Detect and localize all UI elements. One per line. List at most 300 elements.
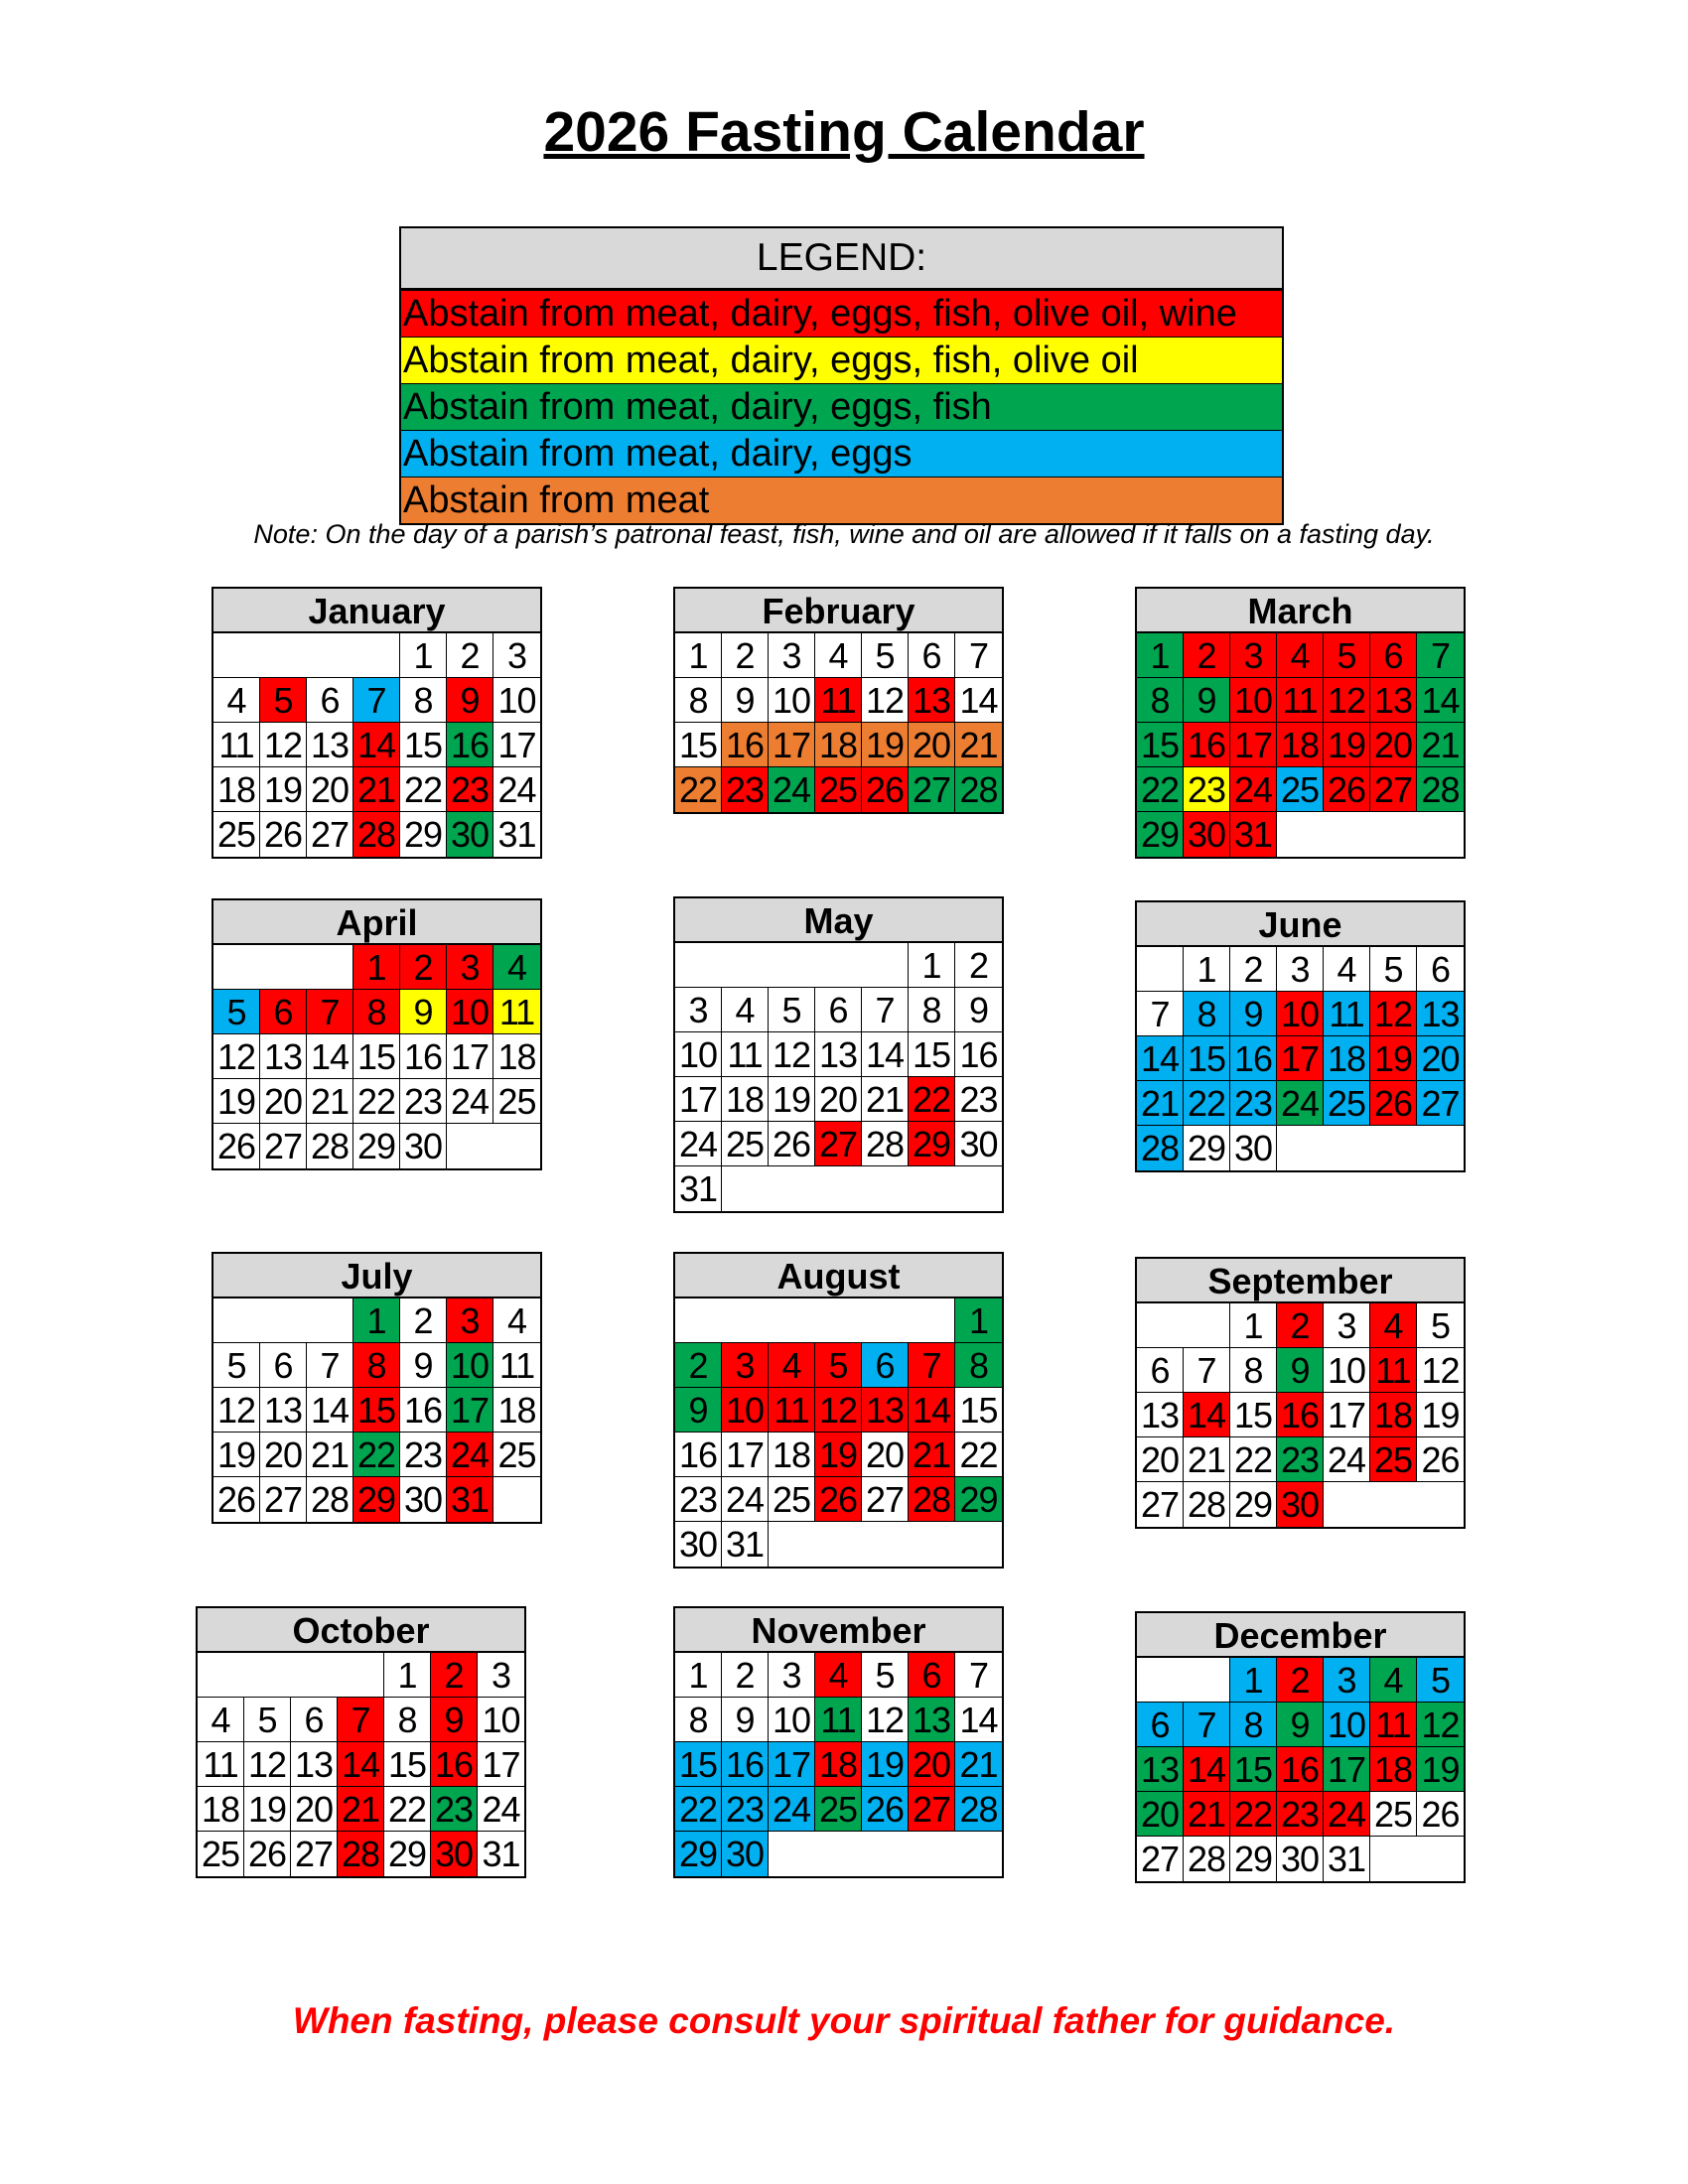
day-cell: 21 <box>353 767 400 812</box>
month-title: October <box>198 1608 524 1653</box>
day-cell: 2 <box>1277 1303 1324 1348</box>
empty-cell <box>307 633 353 678</box>
day-cell: 23 <box>1277 1437 1324 1482</box>
empty-cell <box>1277 1126 1324 1170</box>
day-cell: 31 <box>722 1522 769 1567</box>
empty-cell <box>862 943 909 988</box>
empty-cell <box>815 1298 862 1343</box>
empty-cell <box>353 633 400 678</box>
day-cell: 1 <box>1137 633 1184 678</box>
day-cell: 9 <box>400 990 447 1034</box>
empty-cell <box>213 633 260 678</box>
day-cell: 16 <box>955 1032 1002 1077</box>
day-cell: 19 <box>1417 1747 1464 1792</box>
month-title: September <box>1137 1259 1464 1303</box>
day-cell: 30 <box>431 1832 478 1876</box>
day-cell: 29 <box>353 1124 400 1168</box>
day-cell: 3 <box>1230 633 1277 678</box>
day-cell: 29 <box>909 1122 955 1166</box>
day-cell: 15 <box>1184 1036 1230 1081</box>
day-cell: 12 <box>1324 678 1370 723</box>
month-april <box>211 898 542 1170</box>
day-cell: 20 <box>1370 723 1417 767</box>
day-cell: 4 <box>815 633 862 678</box>
day-cell: 2 <box>1277 1658 1324 1703</box>
empty-cell <box>1137 947 1184 992</box>
day-cell: 20 <box>291 1787 338 1832</box>
legend-heading: LEGEND: <box>401 228 1282 290</box>
day-cell: 18 <box>1324 1036 1370 1081</box>
empty-cell <box>955 1522 1002 1567</box>
day-cell: 27 <box>1370 767 1417 812</box>
empty-cell <box>1324 1482 1370 1527</box>
day-cell: 19 <box>260 767 307 812</box>
day-cell: 1 <box>1230 1303 1277 1348</box>
day-cell: 27 <box>1417 1081 1464 1126</box>
day-cell: 10 <box>769 678 815 723</box>
month-august <box>673 1252 1004 1569</box>
day-cell: 19 <box>862 723 909 767</box>
day-cell: 4 <box>815 1653 862 1698</box>
day-cell: 21 <box>955 1742 1002 1787</box>
empty-cell <box>1277 812 1324 857</box>
legend-item-yellow: Abstain from meat, dairy, eggs, fish, olive oil <box>401 337 1282 383</box>
empty-cell <box>862 1832 909 1876</box>
day-cell: 24 <box>1230 767 1277 812</box>
day-cell: 1 <box>955 1298 1002 1343</box>
day-cell: 31 <box>1230 812 1277 857</box>
day-cell: 29 <box>1137 812 1184 857</box>
month-grid <box>213 633 540 857</box>
day-cell: 7 <box>909 1343 955 1388</box>
day-cell: 24 <box>1324 1437 1370 1482</box>
day-cell: 3 <box>493 633 540 678</box>
month-grid <box>675 1298 1002 1567</box>
day-cell: 25 <box>198 1832 244 1876</box>
empty-cell <box>1324 812 1370 857</box>
day-cell: 5 <box>862 1653 909 1698</box>
day-cell: 4 <box>769 1343 815 1388</box>
day-cell: 13 <box>909 1698 955 1742</box>
month-title: June <box>1137 902 1464 947</box>
empty-cell <box>1137 1303 1184 1348</box>
day-cell: 10 <box>1230 678 1277 723</box>
day-cell: 14 <box>353 723 400 767</box>
day-cell: 28 <box>338 1832 384 1876</box>
legend-item-red: Abstain from meat, dairy, eggs, fish, olive oil, wine <box>401 290 1282 337</box>
empty-cell <box>493 1124 540 1168</box>
day-cell: 25 <box>1370 1792 1417 1837</box>
day-cell: 5 <box>769 988 815 1032</box>
day-cell: 12 <box>1417 1703 1464 1747</box>
day-cell: 30 <box>1277 1837 1324 1881</box>
day-cell: 15 <box>1137 723 1184 767</box>
day-cell: 4 <box>213 678 260 723</box>
day-cell: 14 <box>909 1388 955 1433</box>
empty-cell <box>213 945 260 990</box>
day-cell: 24 <box>722 1477 769 1522</box>
month-grid <box>1137 1303 1464 1527</box>
month-october <box>196 1606 526 1878</box>
day-cell: 12 <box>769 1032 815 1077</box>
day-cell: 27 <box>909 767 955 812</box>
day-cell: 8 <box>353 990 400 1034</box>
day-cell: 15 <box>353 1388 400 1433</box>
day-cell: 5 <box>244 1698 291 1742</box>
day-cell: 4 <box>493 1298 540 1343</box>
day-cell: 6 <box>909 633 955 678</box>
day-cell: 19 <box>1370 1036 1417 1081</box>
day-cell: 13 <box>1137 1747 1184 1792</box>
day-cell: 18 <box>815 1742 862 1787</box>
day-cell: 1 <box>384 1653 431 1698</box>
day-cell: 13 <box>862 1388 909 1433</box>
day-cell: 1 <box>353 945 400 990</box>
month-july <box>211 1252 542 1524</box>
day-cell: 21 <box>862 1077 909 1122</box>
day-cell: 22 <box>1137 767 1184 812</box>
month-december <box>1135 1611 1466 1883</box>
day-cell: 28 <box>1137 1126 1184 1170</box>
day-cell: 13 <box>1417 992 1464 1036</box>
day-cell: 28 <box>862 1122 909 1166</box>
day-cell: 8 <box>909 988 955 1032</box>
day-cell: 19 <box>244 1787 291 1832</box>
empty-cell <box>1417 1837 1464 1881</box>
day-cell: 25 <box>722 1122 769 1166</box>
day-cell: 25 <box>493 1079 540 1124</box>
day-cell: 10 <box>1324 1348 1370 1393</box>
day-cell: 31 <box>482 1834 520 1874</box>
day-cell: 26 <box>260 812 307 857</box>
day-cell: 28 <box>1184 1482 1230 1527</box>
day-cell: 13 <box>260 1388 307 1433</box>
day-cell: 25 <box>815 1787 862 1832</box>
day-cell: 11 <box>1277 678 1324 723</box>
empty-cell <box>862 1298 909 1343</box>
day-cell: 18 <box>493 1388 540 1433</box>
empty-cell <box>862 1522 909 1567</box>
empty-cell <box>1417 1126 1464 1170</box>
day-cell: 20 <box>307 767 353 812</box>
day-cell: 22 <box>353 1433 400 1477</box>
day-cell: 27 <box>291 1832 338 1876</box>
day-cell: 10 <box>447 990 493 1034</box>
day-cell: 26 <box>862 767 909 812</box>
day-cell: 20 <box>909 723 955 767</box>
day-cell: 28 <box>1184 1837 1230 1881</box>
day-cell: 30 <box>400 1124 447 1168</box>
day-cell: 2 <box>722 633 769 678</box>
day-cell: 11 <box>493 990 540 1034</box>
day-cell: 9 <box>400 1343 447 1388</box>
day-cell: 21 <box>338 1787 384 1832</box>
day-cell: 6 <box>815 988 862 1032</box>
day-cell: 1 <box>675 1653 722 1698</box>
day-cell: 3 <box>675 988 722 1032</box>
month-grid <box>213 945 540 1168</box>
day-cell: 26 <box>1324 767 1370 812</box>
day-cell: 7 <box>955 1653 1002 1698</box>
day-cell: 18 <box>1277 723 1324 767</box>
day-cell: 4 <box>493 945 540 990</box>
day-cell: 29 <box>1230 1837 1277 1881</box>
day-cell: 23 <box>1230 1081 1277 1126</box>
day-cell: 6 <box>260 990 307 1034</box>
day-cell: 22 <box>909 1077 955 1122</box>
day-cell: 9 <box>675 1388 722 1433</box>
day-cell: 16 <box>1277 1393 1324 1437</box>
day-cell: 27 <box>1137 1837 1184 1881</box>
day-cell: 17 <box>1324 1747 1370 1792</box>
day-cell: 19 <box>815 1433 862 1477</box>
day-cell: 3 <box>1324 1303 1370 1348</box>
day-cell: 19 <box>213 1433 260 1477</box>
day-cell: 12 <box>213 1388 260 1433</box>
empty-cell <box>338 1653 384 1698</box>
month-may <box>673 896 1004 1213</box>
day-cell: 21 <box>1184 1792 1230 1837</box>
day-cell: 4 <box>198 1698 244 1742</box>
day-cell: 14 <box>307 1034 353 1079</box>
day-cell: 3 <box>1277 947 1324 992</box>
legend-item-blue: Abstain from meat, dairy, eggs <box>401 430 1282 477</box>
day-cell: 24 <box>769 1787 815 1832</box>
empty-cell <box>815 1166 862 1211</box>
day-cell: 23 <box>722 767 769 812</box>
day-cell: 30 <box>400 1477 447 1522</box>
day-cell: 27 <box>260 1124 307 1168</box>
empty-cell <box>769 1166 815 1211</box>
day-cell: 24 <box>1324 1792 1370 1837</box>
day-cell: 16 <box>1277 1747 1324 1792</box>
day-cell: 27 <box>1137 1482 1184 1527</box>
day-cell: 14 <box>1184 1747 1230 1792</box>
day-cell: 10 <box>675 1032 722 1077</box>
day-cell: 24 <box>1277 1081 1324 1126</box>
day-cell: 12 <box>244 1742 291 1787</box>
empty-cell <box>1137 1658 1184 1703</box>
day-cell: 18 <box>1370 1747 1417 1792</box>
day-cell: 6 <box>862 1343 909 1388</box>
day-cell: 12 <box>260 723 307 767</box>
day-cell: 3 <box>769 1653 815 1698</box>
day-cell: 9 <box>1230 992 1277 1036</box>
month-february <box>673 587 1004 814</box>
day-cell: 22 <box>353 1079 400 1124</box>
day-cell: 17 <box>675 1077 722 1122</box>
day-cell: 20 <box>815 1077 862 1122</box>
day-cell: 30 <box>1184 812 1230 857</box>
empty-cell <box>722 1298 769 1343</box>
day-cell: 2 <box>1230 947 1277 992</box>
day-cell: 7 <box>353 678 400 723</box>
empty-cell <box>1417 812 1464 857</box>
legend <box>399 226 1284 525</box>
empty-cell <box>1324 1126 1370 1170</box>
patronal-feast-note: Note: On the day of a parish’s patronal feast, fish, wine and oil are allowed if it falls on a fasting day. <box>253 519 1435 549</box>
day-cell: 5 <box>1324 633 1370 678</box>
day-cell: 20 <box>862 1433 909 1477</box>
day-cell: 8 <box>353 1343 400 1388</box>
day-cell: 17 <box>722 1433 769 1477</box>
day-cell: 21 <box>909 1433 955 1477</box>
empty-cell <box>493 1477 540 1522</box>
day-cell: 20 <box>1137 1792 1184 1837</box>
day-cell: 18 <box>198 1787 244 1832</box>
day-cell: 3 <box>1324 1658 1370 1703</box>
day-cell: 11 <box>1370 1703 1417 1747</box>
empty-cell <box>1370 1837 1417 1881</box>
day-cell: 3 <box>447 1298 493 1343</box>
day-cell: 27 <box>909 1787 955 1832</box>
day-cell: 4 <box>1324 947 1370 992</box>
day-cell: 10 <box>447 1343 493 1388</box>
day-cell: 10 <box>493 678 540 723</box>
month-title: July <box>213 1254 540 1298</box>
empty-cell <box>722 1166 769 1211</box>
legend-item-orange: Abstain from meat <box>401 477 1282 523</box>
day-cell: 30 <box>1230 1126 1277 1170</box>
day-cell: 28 <box>353 812 400 857</box>
day-cell: 25 <box>1370 1437 1417 1482</box>
day-cell: 18 <box>815 723 862 767</box>
day-cell: 2 <box>400 1298 447 1343</box>
day-cell: 29 <box>1230 1482 1277 1527</box>
day-cell: 23 <box>400 1433 447 1477</box>
day-cell: 15 <box>384 1742 431 1787</box>
month-grid <box>675 633 1002 812</box>
month-grid <box>675 943 1002 1211</box>
day-cell: 24 <box>675 1122 722 1166</box>
day-cell: 14 <box>862 1032 909 1077</box>
month-title: March <box>1137 589 1464 633</box>
day-cell: 30 <box>955 1122 1002 1166</box>
day-cell: 10 <box>769 1698 815 1742</box>
month-grid <box>198 1653 524 1876</box>
day-cell: 5 <box>862 633 909 678</box>
day-cell: 14 <box>1184 1393 1230 1437</box>
day-cell: 6 <box>1370 633 1417 678</box>
month-title: May <box>675 898 1002 943</box>
day-cell: 30 <box>447 812 493 857</box>
day-cell: 15 <box>675 723 722 767</box>
day-cell: 16 <box>722 723 769 767</box>
day-cell: 16 <box>400 1388 447 1433</box>
day-cell: 8 <box>400 678 447 723</box>
day-cell: 16 <box>400 1034 447 1079</box>
day-cell: 21 <box>955 723 1002 767</box>
day-cell: 5 <box>1417 1658 1464 1703</box>
day-cell: 20 <box>1137 1437 1184 1482</box>
day-cell: 19 <box>769 1077 815 1122</box>
empty-cell <box>307 945 353 990</box>
day-cell: 25 <box>213 812 260 857</box>
day-cell: 6 <box>260 1343 307 1388</box>
day-cell: 15 <box>909 1032 955 1077</box>
day-cell: 28 <box>955 767 1002 812</box>
day-cell: 12 <box>1417 1348 1464 1393</box>
day-cell: 31 <box>447 1477 493 1522</box>
day-cell: 28 <box>909 1477 955 1522</box>
day-cell: 29 <box>675 1832 722 1876</box>
day-cell: 8 <box>955 1343 1002 1388</box>
day-cell: 23 <box>400 1079 447 1124</box>
empty-cell <box>1370 812 1417 857</box>
day-cell: 9 <box>722 678 769 723</box>
day-cell: 3 <box>447 945 493 990</box>
empty-cell <box>1370 1126 1417 1170</box>
day-cell: 5 <box>260 678 307 723</box>
day-cell: 14 <box>307 1388 353 1433</box>
day-cell: 21 <box>307 1079 353 1124</box>
empty-cell <box>769 1832 815 1876</box>
empty-cell <box>722 943 769 988</box>
day-cell: 16 <box>447 723 493 767</box>
day-cell: 12 <box>1370 992 1417 1036</box>
empty-cell <box>955 1166 1002 1211</box>
day-cell: 29 <box>400 812 447 857</box>
day-cell: 11 <box>213 723 260 767</box>
month-june <box>1135 900 1466 1172</box>
day-cell: 6 <box>1137 1348 1184 1393</box>
empty-cell <box>244 1653 291 1698</box>
day-cell: 21 <box>307 1433 353 1477</box>
empty-cell <box>198 1653 244 1698</box>
day-cell: 10 <box>722 1388 769 1433</box>
day-cell: 22 <box>675 1787 722 1832</box>
day-cell: 6 <box>909 1653 955 1698</box>
empty-cell <box>675 943 722 988</box>
day-cell: 19 <box>1324 723 1370 767</box>
month-march <box>1135 587 1466 859</box>
month-title: December <box>1137 1613 1464 1658</box>
day-cell: 4 <box>722 988 769 1032</box>
empty-cell <box>260 1298 307 1343</box>
day-cell: 12 <box>862 678 909 723</box>
day-cell: 10 <box>1277 992 1324 1036</box>
day-cell: 17 <box>447 1034 493 1079</box>
day-cell: 11 <box>722 1032 769 1077</box>
day-cell: 1 <box>675 633 722 678</box>
empty-cell <box>213 1298 260 1343</box>
day-cell: 30 <box>1277 1482 1324 1527</box>
day-cell: 11 <box>198 1742 244 1787</box>
empty-cell <box>909 1166 955 1211</box>
empty-cell <box>955 1832 1002 1876</box>
day-cell: 22 <box>384 1787 431 1832</box>
day-cell: 12 <box>862 1698 909 1742</box>
footer-guidance: When fasting, please consult your spiritual father for guidance. <box>292 2000 1396 2041</box>
day-cell: 11 <box>1370 1348 1417 1393</box>
day-cell: 26 <box>862 1787 909 1832</box>
day-cell: 2 <box>431 1653 478 1698</box>
day-cell: 23 <box>722 1787 769 1832</box>
day-cell: 17 <box>769 723 815 767</box>
day-cell: 9 <box>447 678 493 723</box>
day-cell: 29 <box>353 1477 400 1522</box>
day-cell: 25 <box>1277 767 1324 812</box>
day-cell: 9 <box>1184 678 1230 723</box>
day-cell: 20 <box>260 1079 307 1124</box>
month-title: August <box>675 1254 1002 1298</box>
day-cell: 22 <box>1184 1081 1230 1126</box>
day-cell: 7 <box>307 990 353 1034</box>
day-cell: 28 <box>1417 767 1464 812</box>
day-cell: 30 <box>722 1832 769 1876</box>
day-cell: 16 <box>675 1433 722 1477</box>
day-cell: 7 <box>1184 1348 1230 1393</box>
